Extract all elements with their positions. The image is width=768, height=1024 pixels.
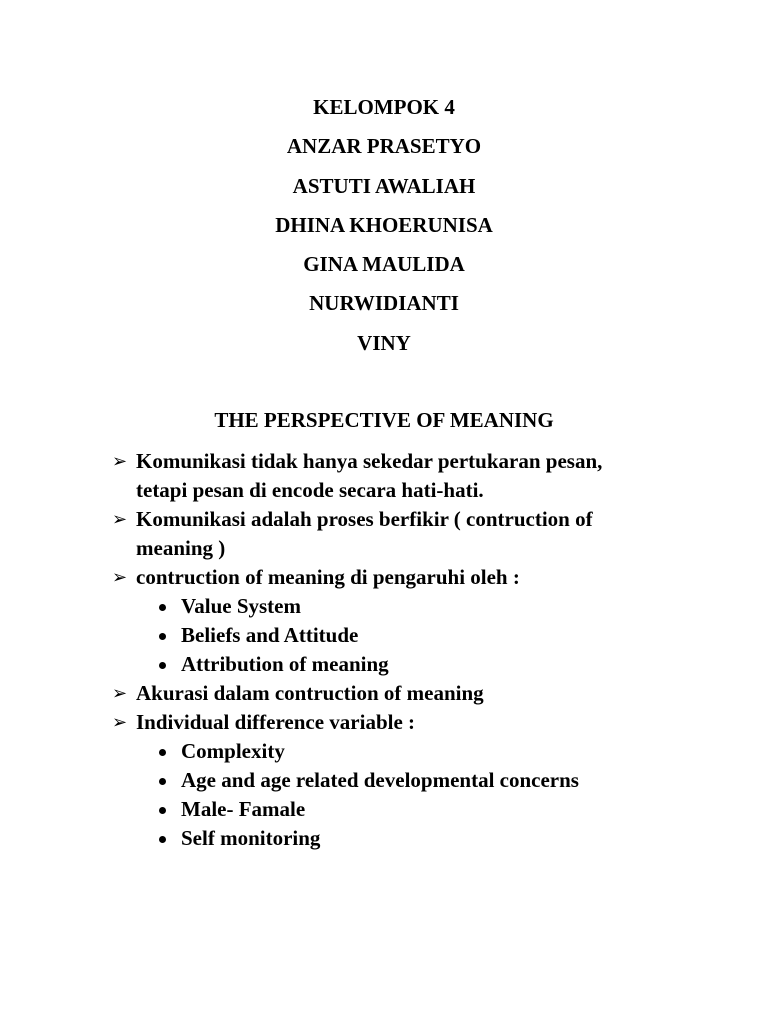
arrow-bullet-icon: ➢	[112, 712, 128, 733]
bullet-dot-icon	[159, 778, 166, 785]
sub-list-item-text: Age and age related developmental concerns	[181, 768, 579, 792]
sub-list-item-text: Male- Famale	[181, 797, 306, 821]
member-name: GINA MAULIDA	[303, 252, 465, 277]
list-item	[112, 708, 712, 737]
list-item-text: Akurasi dalam contruction of meaning	[136, 681, 484, 705]
arrow-bullet-icon: ➢	[112, 567, 128, 588]
list-item	[112, 563, 712, 592]
sub-list-item	[112, 737, 712, 766]
list-item-text: tetapi pesan di encode secara hati-hati.	[136, 478, 484, 502]
section-title: THE PERSPECTIVE OF MEANING	[214, 408, 554, 432]
sub-list-item	[112, 766, 712, 795]
sub-list	[112, 592, 712, 679]
sub-list-item	[112, 795, 712, 824]
bullet-dot-icon	[159, 633, 166, 640]
sub-list-item	[112, 621, 712, 650]
bullet-dot-icon	[159, 836, 166, 843]
arrow-bullet-icon: ➢	[112, 509, 128, 530]
member-name: VINY	[357, 330, 411, 355]
group-members-block	[0, 92, 768, 367]
list-item-text: meaning )	[136, 536, 226, 560]
list-item-text: Komunikasi tidak hanya sekedar pertukaran pesan,	[136, 449, 603, 473]
member-name: ANZAR PRASETYO	[286, 134, 482, 159]
member-name: ASTUTI AWALIAH	[292, 173, 476, 198]
arrow-bullet-icon: ➢	[112, 683, 128, 704]
bullet-dot-icon	[159, 749, 166, 756]
sub-list-item-text: Beliefs and Attitude	[181, 623, 359, 647]
sub-list-item	[112, 650, 712, 679]
list-item-text: contruction of meaning di pengaruhi oleh :	[136, 565, 520, 589]
bullet-dot-icon	[159, 662, 166, 669]
group-title: KELOMPOK 4	[313, 95, 455, 119]
list-item-text: Komunikasi adalah proses berfikir ( contruction of	[136, 507, 593, 531]
sub-list-item-text: Complexity	[181, 739, 285, 763]
arrow-bullet-icon: ➢	[112, 451, 128, 472]
list-item	[112, 447, 712, 505]
sub-list-item-text: Value System	[181, 594, 301, 618]
bullet-dot-icon	[159, 604, 166, 611]
points-list	[112, 447, 712, 853]
sub-list-item-text: Attribution of meaning	[181, 652, 389, 676]
list-item	[112, 679, 712, 708]
bullet-dot-icon	[159, 807, 166, 814]
member-name: DHINA KHOERUNISA	[275, 212, 493, 237]
sub-list-item-text: Self monitoring	[181, 826, 321, 850]
sub-list-item	[112, 824, 712, 853]
sub-list-item	[112, 592, 712, 621]
sub-list	[112, 737, 712, 853]
list-item-text: Individual difference variable :	[136, 710, 416, 734]
member-name: NURWIDIANTI	[309, 291, 459, 316]
list-item	[112, 505, 712, 563]
